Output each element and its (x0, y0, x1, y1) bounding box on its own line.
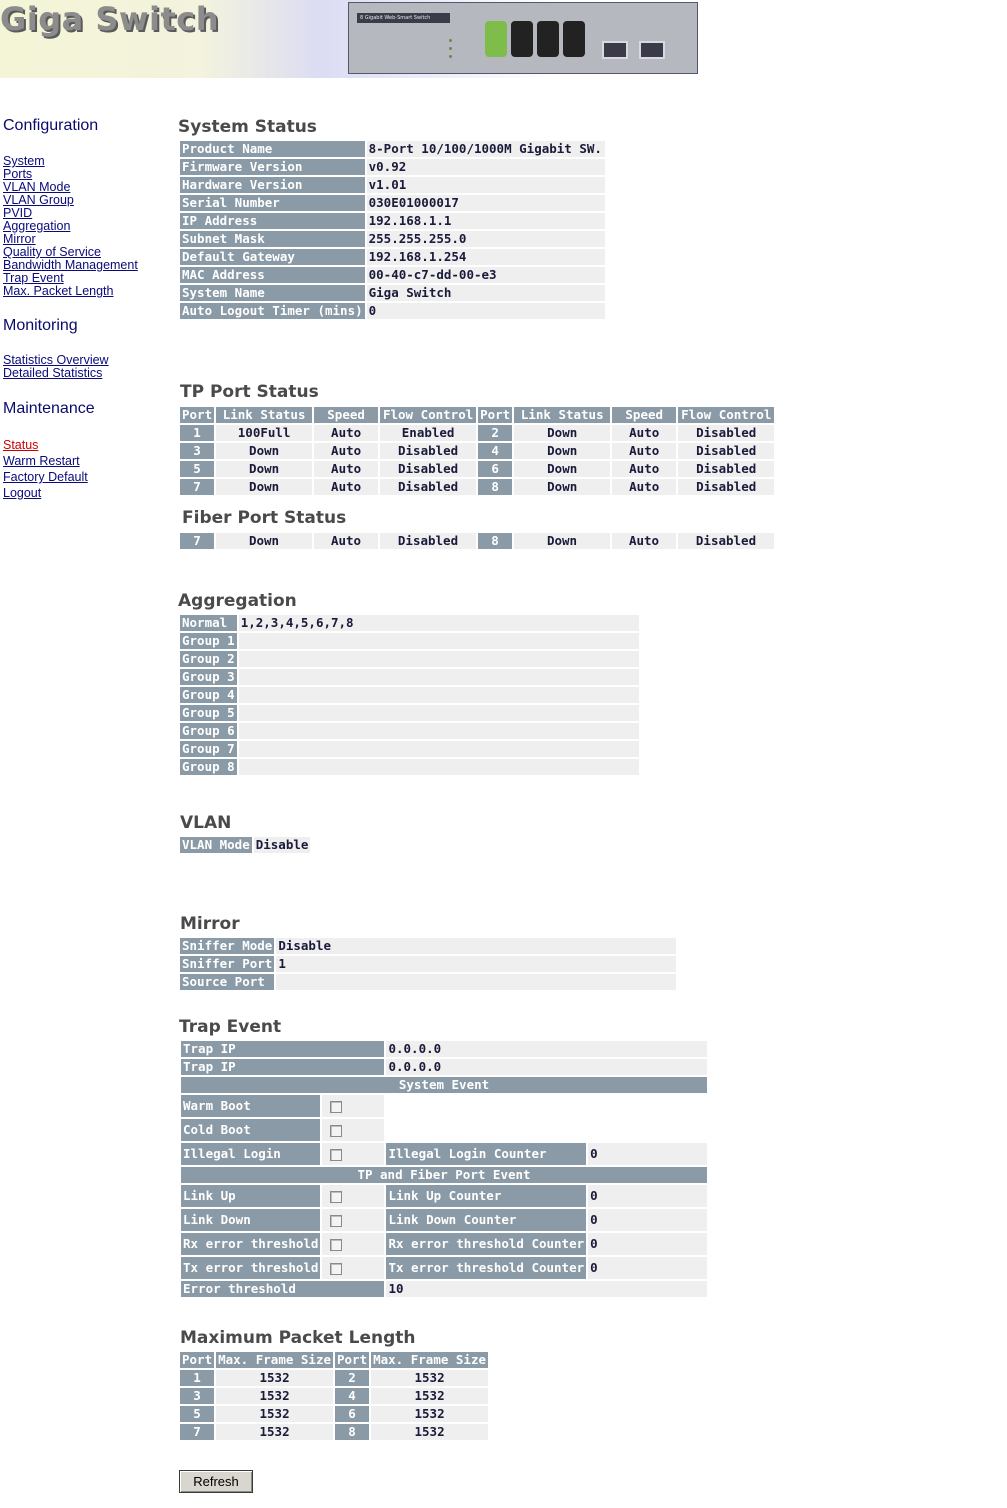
tp-port-header: Port (182, 407, 213, 422)
tp-port-row (180, 461, 774, 477)
system-status-row (180, 303, 605, 319)
link-down-label: Link Down (181, 1209, 320, 1231)
cold-boot-cell (322, 1119, 384, 1141)
aggregation-label: Group 8 (182, 759, 235, 774)
rx-error-counter-value: 0 (588, 1233, 707, 1255)
nav-link-logout[interactable]: Logout (3, 486, 42, 500)
aggregation-row (180, 615, 639, 631)
brand-title: Giga Switch (0, 0, 219, 38)
tp-port-row (180, 479, 774, 495)
tx-error-label: Tx error threshold (181, 1257, 320, 1279)
aggregation-label: Group 6 (182, 723, 235, 738)
nav-maintenance-list (3, 437, 88, 501)
port-number: 6 (478, 461, 512, 477)
fiber-port-cell: Down (216, 533, 312, 549)
max-packet-header: Port (337, 1352, 368, 1367)
port-number: 5 (180, 461, 214, 477)
system-status-value: 255.255.255.0 (367, 231, 605, 247)
max-frame-size: 1532 (371, 1406, 488, 1422)
port-number: 3 (180, 1388, 214, 1404)
rx-error-counter-label: Rx error threshold Counter (386, 1233, 586, 1255)
max-packet-header: Port (182, 1352, 213, 1367)
nav-maintenance-title: Maintenance (3, 400, 95, 417)
aggregation-row (180, 741, 639, 757)
nav-link-system[interactable]: System (3, 154, 45, 168)
nav-link-pvid[interactable]: PVID (3, 206, 33, 220)
aggregation-value (239, 759, 639, 775)
system-status-table (178, 139, 607, 321)
nav-link-quality-of-service[interactable]: Quality of Service (3, 245, 101, 259)
illegal-login-cell (322, 1143, 384, 1165)
tp-port-cell: Disabled (678, 425, 774, 441)
port-number: 2 (478, 425, 512, 441)
aggregation-value (239, 651, 639, 667)
vlan-table (178, 835, 312, 855)
system-status-label: Product Name (180, 141, 365, 157)
aggregation-label: Normal (180, 615, 237, 631)
port-number: 3 (180, 443, 214, 459)
tp-port-header: Port (480, 407, 511, 422)
fiber-port-cell: Auto (612, 533, 676, 549)
system-status-row (180, 249, 605, 265)
aggregation-value (239, 705, 639, 721)
mirror-value: 1 (276, 956, 676, 972)
system-status-row (180, 231, 605, 247)
system-status-row (180, 141, 605, 157)
system-event-header: System Event (181, 1077, 707, 1093)
system-status-label: Hardware Version (180, 177, 365, 193)
nav-link-trap-event[interactable]: Trap Event (3, 271, 64, 285)
tp-port-header: Speed (314, 407, 378, 423)
illegal-login-counter-value: 0 (588, 1143, 707, 1165)
tp-port-cell: Down (216, 461, 312, 477)
nav-link-ports[interactable]: Ports (3, 167, 33, 181)
tp-port-cell: Disabled (678, 461, 774, 477)
nav-link-vlan-group[interactable]: VLAN Group (3, 193, 74, 207)
max-frame-size: 1532 (371, 1370, 488, 1386)
error-threshold-value: 10 (386, 1281, 707, 1297)
tp-port-cell: Disabled (380, 461, 476, 477)
system-status-value: Giga Switch (367, 285, 605, 301)
port-number: 5 (180, 1406, 214, 1422)
port-number: 7 (180, 479, 214, 495)
nav-monitoring-title: Monitoring (3, 317, 78, 334)
refresh-button[interactable]: Refresh (179, 1470, 253, 1493)
aggregation-row (180, 759, 639, 775)
max-packet-row (180, 1370, 488, 1386)
warm-boot-cell (322, 1095, 384, 1117)
nav-link-mirror[interactable]: Mirror (3, 232, 36, 246)
system-status-value: 192.168.1.1 (367, 213, 605, 229)
mirror-value: Disable (276, 938, 676, 954)
aggregation-title: Aggregation (178, 591, 297, 611)
aggregation-value (239, 687, 639, 703)
system-status-value: 0 (367, 303, 605, 319)
system-status-value: v0.92 (367, 159, 605, 175)
tp-port-cell: Auto (612, 443, 676, 459)
trap-ip-value-1: 0.0.0.0 (386, 1041, 707, 1057)
port-number: 2 (335, 1370, 369, 1386)
aggregation-value (239, 669, 639, 685)
aggregation-label: Group 1 (182, 633, 235, 648)
tp-fiber-event-header: TP and Fiber Port Event (181, 1167, 707, 1183)
aggregation-value (239, 741, 639, 757)
system-status-row (180, 159, 605, 175)
link-down-cell (322, 1209, 384, 1231)
nav-configuration-list (3, 155, 138, 298)
aggregation-label: Group 3 (182, 669, 235, 684)
tx-error-cell (322, 1257, 384, 1279)
system-status-row (180, 285, 605, 301)
error-threshold-label: Error threshold (181, 1281, 384, 1297)
port-number: 7 (180, 533, 214, 549)
max-packet-row (180, 1388, 488, 1404)
fiber-port-cell: Auto (314, 533, 378, 549)
tp-port-header: Link Status (216, 407, 312, 423)
tp-port-cell: Disabled (380, 443, 476, 459)
tx-error-counter-value: 0 (588, 1257, 707, 1279)
tp-port-cell: Disabled (380, 479, 476, 495)
tp-port-header: Flow Control (380, 407, 476, 423)
max-packet-length-table (178, 1350, 490, 1442)
aggregation-row (180, 723, 639, 739)
rx-error-checkbox[interactable] (330, 1239, 342, 1251)
tp-port-cell: Auto (612, 461, 676, 477)
link-down-checkbox[interactable] (330, 1215, 342, 1227)
tp-port-cell: Auto (314, 461, 378, 477)
fiber-port-status-title: Fiber Port Status (182, 508, 347, 528)
system-status-value: 8-Port 10/100/1000M Gigabit SW. (367, 141, 605, 157)
port-number: 8 (478, 479, 512, 495)
trap-ip-value-2: 0.0.0.0 (386, 1059, 707, 1075)
aggregation-label: Group 2 (182, 651, 235, 666)
aggregation-row (180, 687, 639, 703)
illegal-login-label: Illegal Login (181, 1143, 320, 1165)
nav-configuration-title: Configuration (3, 117, 99, 134)
system-status-label: Firmware Version (180, 159, 365, 175)
tp-port-status-table (178, 405, 776, 497)
port-number: 4 (335, 1388, 369, 1404)
nav-link-statistics-overview[interactable]: Statistics Overview (3, 353, 109, 367)
tp-port-cell: Down (514, 461, 610, 477)
tp-port-status-title: TP Port Status (180, 382, 319, 402)
trap-ip-label-2: Trap IP (181, 1059, 384, 1075)
max-frame-size: 1532 (371, 1388, 488, 1404)
max-packet-length-title: Maximum Packet Length (180, 1328, 416, 1348)
tp-port-header: Link Status (514, 407, 610, 423)
vlan-mode-label: VLAN Mode (182, 837, 250, 852)
tp-port-cell: Down (514, 479, 610, 495)
system-status-row (180, 213, 605, 229)
link-up-cell (322, 1185, 384, 1207)
tp-port-cell: Down (514, 425, 610, 441)
fiber-port-row (180, 533, 774, 549)
aggregation-value (239, 723, 639, 739)
fiber-port-cell: Down (514, 533, 610, 549)
tx-error-checkbox[interactable] (330, 1263, 342, 1275)
max-packet-header: Max. Frame Size (373, 1352, 486, 1367)
port-number: 1 (180, 425, 214, 441)
max-packet-header: Max. Frame Size (218, 1352, 331, 1367)
aggregation-value: 1,2,3,4,5,6,7,8 (239, 615, 639, 631)
max-frame-size: 1532 (216, 1406, 333, 1422)
link-up-checkbox[interactable] (330, 1191, 342, 1203)
mirror-table (178, 936, 678, 992)
tp-port-header: Flow Control (678, 407, 774, 423)
link-up-counter-label: Link Up Counter (386, 1185, 586, 1207)
system-status-label: Auto Logout Timer (mins) (182, 303, 363, 318)
warm-boot-checkbox[interactable] (330, 1101, 342, 1113)
system-status-value: 030E01000017 (367, 195, 605, 211)
warm-boot-label: Warm Boot (181, 1095, 320, 1117)
port-number: 4 (478, 443, 512, 459)
system-status-row (180, 177, 605, 193)
mirror-value (276, 974, 676, 990)
nav-link-bandwidth-management[interactable]: Bandwidth Management (3, 258, 138, 272)
max-frame-size: 1532 (216, 1370, 333, 1386)
tp-port-cell: Auto (314, 479, 378, 495)
system-status-label: MAC Address (180, 267, 365, 283)
nav-link-warm-restart[interactable]: Warm Restart (3, 454, 80, 468)
port-number: 7 (180, 1424, 214, 1440)
port-number: 6 (335, 1406, 369, 1422)
tp-port-header: Speed (612, 407, 676, 423)
max-frame-size: 1532 (371, 1424, 488, 1440)
vlan-mode-value: Disable (255, 837, 309, 852)
tp-port-row (180, 425, 774, 441)
system-status-label: Default Gateway (180, 249, 365, 265)
cold-boot-label: Cold Boot (181, 1119, 320, 1141)
tp-port-cell: Down (514, 443, 610, 459)
system-status-value: 00-40-c7-dd-00-e3 (367, 267, 605, 283)
system-status-value: 192.168.1.254 (367, 249, 605, 265)
max-frame-size: 1532 (216, 1424, 333, 1440)
tp-port-cell: Down (216, 479, 312, 495)
system-status-value: v1.01 (367, 177, 605, 193)
nav-link-vlan-mode[interactable]: VLAN Mode (3, 180, 71, 194)
system-status-label: IP Address (180, 213, 365, 229)
link-down-counter-value: 0 (588, 1209, 707, 1231)
link-up-label: Link Up (181, 1185, 320, 1207)
illegal-login-counter-label: Illegal Login Counter (386, 1143, 586, 1165)
tx-error-counter-label: Tx error threshold Counter (386, 1257, 586, 1279)
link-down-counter-label: Link Down Counter (386, 1209, 586, 1231)
aggregation-label: Group 5 (182, 705, 235, 720)
system-status-row (180, 195, 605, 211)
aggregation-label: Group 4 (182, 687, 235, 702)
aggregation-value (239, 633, 639, 649)
mirror-label: Sniffer Mode (182, 938, 273, 953)
system-status-label: Serial Number (180, 195, 365, 211)
rx-error-cell (322, 1233, 384, 1255)
max-frame-size: 1532 (216, 1388, 333, 1404)
tp-port-cell: Enabled (380, 425, 476, 441)
aggregation-table (178, 613, 641, 777)
cold-boot-checkbox[interactable] (330, 1125, 342, 1137)
fiber-port-cell: Disabled (678, 533, 774, 549)
trap-event-title: Trap Event (179, 1017, 282, 1037)
system-status-label: System Name (180, 285, 365, 301)
max-packet-row (180, 1406, 488, 1422)
tp-port-cell: Auto (612, 425, 676, 441)
switch-device-image (348, 2, 698, 74)
tp-port-cell: Auto (612, 479, 676, 495)
system-status-title: System Status (178, 117, 317, 137)
aggregation-label: Group 7 (182, 741, 235, 756)
port-number: 8 (335, 1424, 369, 1440)
aggregation-row (180, 669, 639, 685)
illegal-login-checkbox[interactable] (330, 1149, 342, 1161)
mirror-row (180, 974, 676, 990)
system-status-row (180, 267, 605, 283)
tp-port-cell: Disabled (678, 443, 774, 459)
aggregation-row (180, 633, 639, 649)
tp-port-cell: Auto (314, 443, 378, 459)
mirror-title: Mirror (180, 914, 240, 934)
mirror-label: Sniffer Port (182, 956, 273, 971)
port-number: 8 (478, 533, 512, 549)
vlan-title: VLAN (180, 813, 232, 833)
nav-monitoring-list (3, 354, 109, 380)
tp-port-cell: 100Full (216, 425, 312, 441)
tp-port-cell: Auto (314, 425, 378, 441)
system-status-label: Subnet Mask (180, 231, 365, 247)
trap-ip-label-1: Trap IP (181, 1041, 384, 1057)
trap-event-table (179, 1039, 709, 1299)
fiber-port-status-table (178, 531, 776, 551)
nav-link-max-packet-length[interactable]: Max. Packet Length (3, 284, 114, 298)
port-number: 1 (180, 1370, 214, 1386)
nav-link-factory-default[interactable]: Factory Default (3, 470, 88, 484)
nav-link-aggregation[interactable]: Aggregation (3, 219, 71, 233)
link-up-counter-value: 0 (588, 1185, 707, 1207)
aggregation-row (180, 651, 639, 667)
tp-port-cell: Disabled (678, 479, 774, 495)
mirror-row (180, 956, 676, 972)
fiber-port-cell: Disabled (380, 533, 476, 549)
tp-port-cell: Down (216, 443, 312, 459)
device-label: 8 Gigabit Web-Smart Switch (357, 13, 450, 23)
mirror-label: Source Port (180, 974, 274, 990)
tp-port-row (180, 443, 774, 459)
aggregation-row (180, 705, 639, 721)
rx-error-label: Rx error threshold (181, 1233, 320, 1255)
mirror-row (180, 938, 676, 954)
max-packet-row (180, 1424, 488, 1440)
nav-link-status[interactable]: Status (3, 438, 39, 452)
nav-link-detailed-statistics[interactable]: Detailed Statistics (3, 366, 103, 380)
